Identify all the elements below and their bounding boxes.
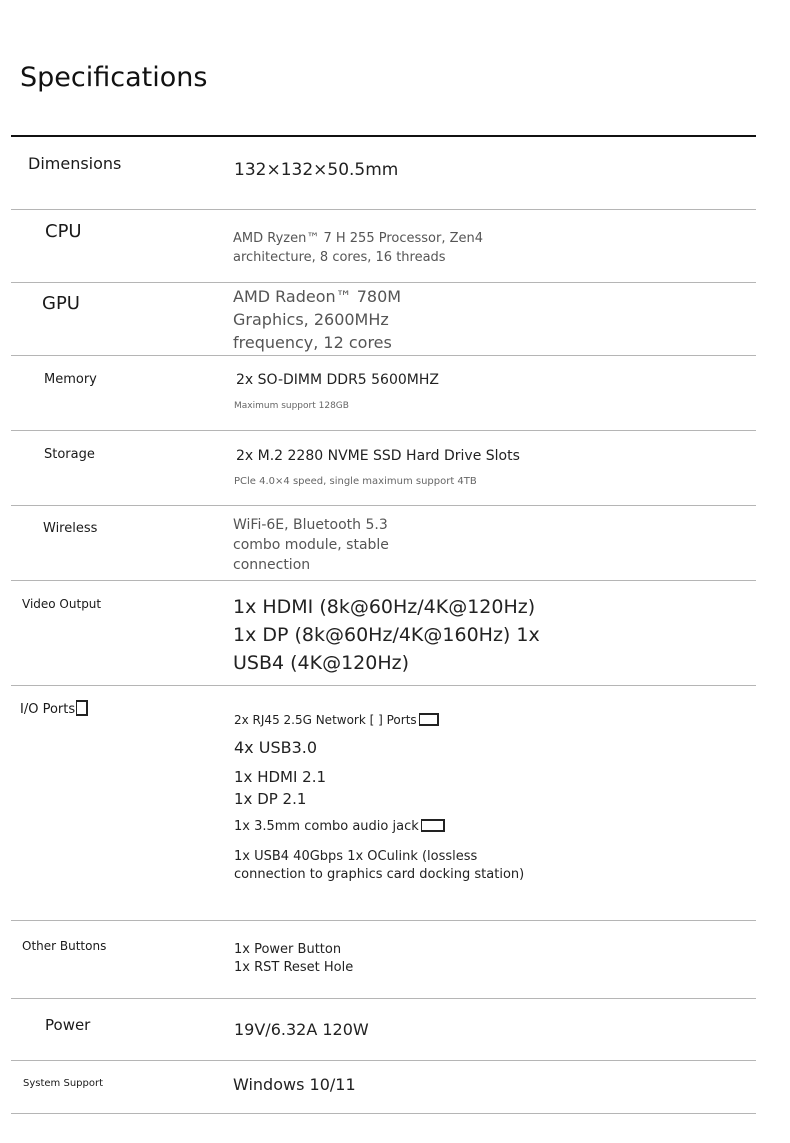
cpu-value xyxy=(233,229,483,267)
power-value: 19V/6.32A 120W xyxy=(234,1020,369,1039)
placeholder-box-icon xyxy=(76,700,88,716)
row-divider xyxy=(11,998,756,999)
memory-label: Memory xyxy=(44,372,97,387)
gpu-line: AMD Radeon™ 780M xyxy=(233,287,402,306)
io-rj45-text: 2x RJ45 2.5G Network [ ] Ports xyxy=(234,713,417,727)
row-divider xyxy=(11,920,756,921)
other-buttons-line: 1x Power Button xyxy=(234,942,342,957)
other-buttons-label: Other Buttons xyxy=(22,939,107,953)
memory-value: 2x SO-DIMM DDR5 5600MHZ xyxy=(236,372,439,388)
row-divider xyxy=(11,282,756,283)
storage-value: 2x M.2 2280 NVME SSD Hard Drive Slots xyxy=(236,448,520,464)
wireless-line: combo module, stable xyxy=(233,537,389,553)
page-title: Specifications xyxy=(20,62,208,93)
other-buttons-value xyxy=(234,941,353,977)
io-usb3: 4x USB3.0 xyxy=(234,738,318,757)
gpu-line: frequency, 12 cores xyxy=(233,333,392,352)
dimensions-label: Dimensions xyxy=(28,154,122,173)
io-rj45 xyxy=(234,713,439,727)
power-label: Power xyxy=(45,1016,91,1034)
row-divider xyxy=(11,1113,756,1114)
gpu-label: GPU xyxy=(42,293,80,314)
cpu-line: AMD Ryzen™ 7 H 255 Processor, Zen4 xyxy=(233,231,484,246)
system-support-label: System Support xyxy=(23,1078,103,1089)
wireless-label: Wireless xyxy=(43,521,98,536)
storage-label: Storage xyxy=(44,447,95,462)
io-usb4 xyxy=(234,848,524,884)
row-divider xyxy=(11,430,756,431)
wireless-value xyxy=(233,515,389,575)
placeholder-box-icon xyxy=(419,713,439,726)
row-divider xyxy=(11,209,756,210)
other-buttons-line: 1x RST Reset Hole xyxy=(234,960,354,975)
dimensions-value: 132×132×50.5mm xyxy=(234,160,399,180)
io-audio xyxy=(234,819,445,834)
wireless-line: connection xyxy=(233,557,311,573)
cpu-line: architecture, 8 cores, 16 threads xyxy=(233,250,446,265)
io-hdmi: 1x HDMI 2.1 xyxy=(234,768,327,786)
row-divider xyxy=(11,580,756,581)
io-dp: 1x DP 2.1 xyxy=(234,790,307,808)
video-output-line: 1x DP (8k@60Hz/4K@160Hz) 1x xyxy=(233,624,540,646)
video-output-value xyxy=(233,593,540,677)
io-ports-label-text: I/O Ports xyxy=(20,702,76,717)
io-ports-label xyxy=(20,700,88,717)
row-divider xyxy=(11,355,756,356)
row-divider xyxy=(11,1060,756,1061)
title-rule xyxy=(11,135,756,137)
video-output-line: 1x HDMI (8k@60Hz/4K@120Hz) xyxy=(233,596,536,618)
io-audio-text: 1x 3.5mm combo audio jack xyxy=(234,819,419,834)
wireless-line: WiFi-6E, Bluetooth 5.3 xyxy=(233,517,388,533)
io-usb4-line: 1x USB4 40Gbps 1x OCulink (lossless xyxy=(234,849,478,864)
placeholder-box-icon xyxy=(421,819,445,832)
io-usb4-line: connection to graphics card docking station) xyxy=(234,867,525,882)
row-divider xyxy=(11,685,756,686)
video-output-label: Video Output xyxy=(22,597,102,611)
gpu-line: Graphics, 2600MHz xyxy=(233,310,389,329)
row-divider xyxy=(11,505,756,506)
storage-note: PCle 4.0×4 speed, single maximum support 4TB xyxy=(234,476,477,487)
system-support-value: Windows 10/11 xyxy=(233,1075,356,1094)
memory-note: Maximum support 128GB xyxy=(234,401,349,411)
video-output-line: USB4 (4K@120Hz) xyxy=(233,652,410,674)
cpu-label: CPU xyxy=(45,221,82,242)
gpu-value xyxy=(233,285,401,354)
